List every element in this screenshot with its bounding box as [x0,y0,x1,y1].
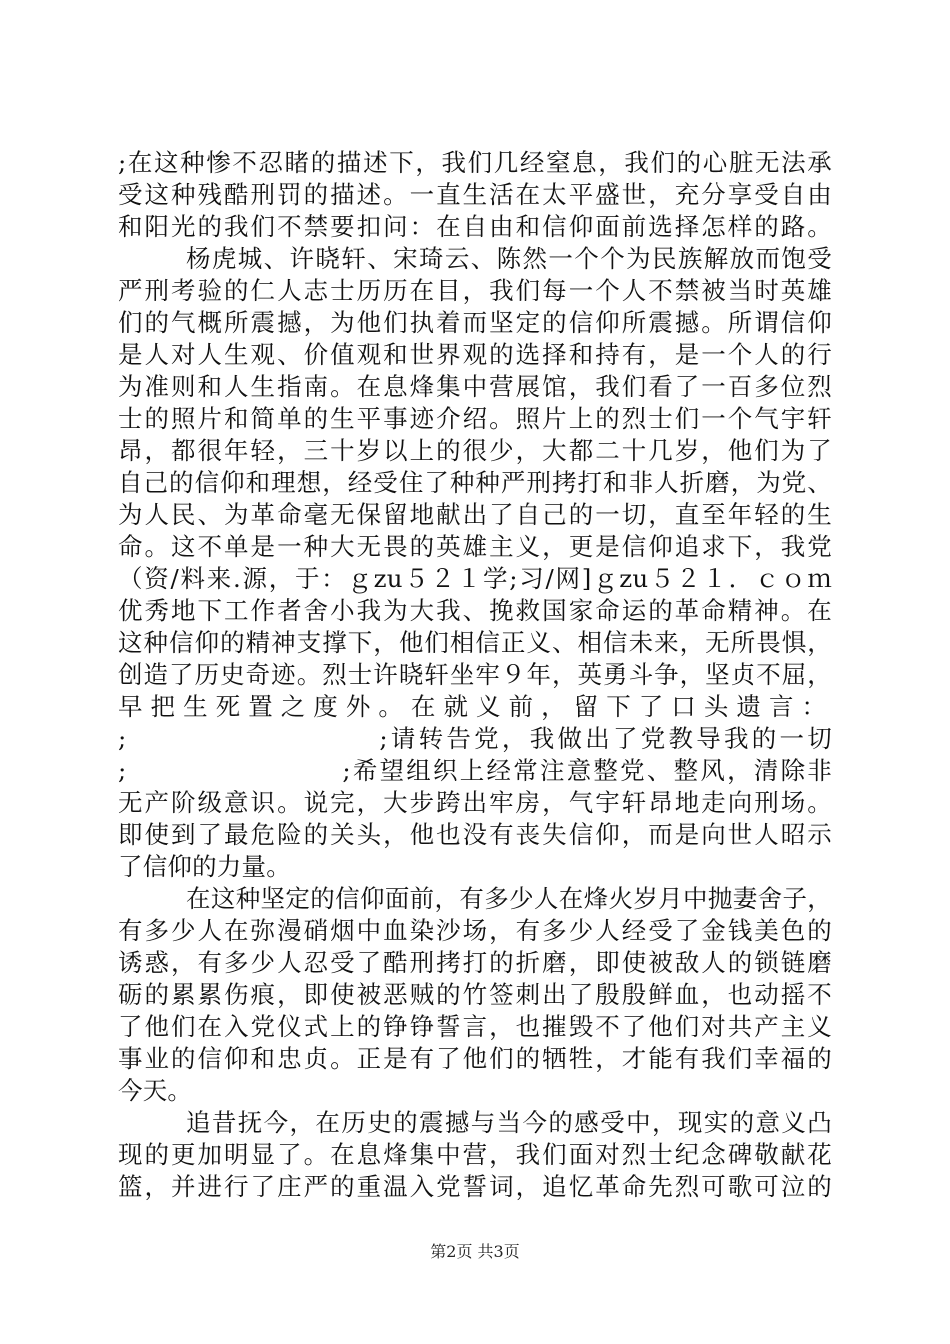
text-line: 和阳光的我们不禁要扣问：在自由和信仰面前选择怎样的路。 [118,212,832,241]
text-line: 创造了历史奇迹。烈士许晓轩坐牢９年，英勇斗争，坚贞不屈， [118,660,832,689]
text-line: 受这种残酷刑罚的描述。一直生活在太平盛世，充分享受自由 [118,180,832,209]
text-line: ; ;希望组织上经常注意整党、整风，清除非 [118,756,832,785]
text-line: 们的气概所震撼，为他们执着而坚定的信仰所震撼。所谓信仰 [118,308,832,337]
paragraph-end-line: 今天。 [118,1076,193,1105]
text-line: 即使到了最危险的关头，他也没有丧失信仰，而是向世人昭示 [118,820,832,849]
text-line: 了他们在入党仪式上的铮铮誓言，也摧毁不了他们对共产主义 [118,1012,832,1041]
paragraph-start-line: 追昔抚今，在历史的震撼与当今的感受中，现实的意义凸 [186,1108,832,1137]
text-line: ;在这种惨不忍睹的描述下，我们几经窒息，我们的心脏无法承 [118,148,832,177]
text-line: 篮，并进行了庄严的重温入党誓词，追忆革命先烈可歌可泣的 [118,1172,832,1201]
text-line: 自己的信仰和理想，经受住了种种严刑拷打和非人折磨，为党、 [118,468,832,497]
text-line: 为人民、为革命毫无保留地献出了自己的一切，直至年轻的生 [118,500,832,529]
text-line: 严刑考验的仁人志士历历在目，我们每一个人不禁被当时英雄 [118,276,832,305]
text-line: 昂，都很年轻，三十岁以上的很少，大都二十几岁，他们为了 [118,436,832,465]
text-line: 砺的累累伤痕，即使被恶贼的竹签刺出了殷殷鲜血，也动摇不 [118,980,832,1009]
paragraph-start-line: 在这种坚定的信仰面前，有多少人在烽火岁月中抛妻舍子， [186,884,832,913]
text-line: 优秀地下工作者舍小我为大我、挽救国家命运的革命精神。在 [118,596,832,625]
text-line: 士的照片和简单的生平事迹介绍。照片上的烈士们一个气宇轩 [118,404,832,433]
text-line: 是人对人生观、价值观和世界观的选择和持有，是一个人的行 [118,340,832,369]
paragraph-end-line: 了信仰的力量。 [118,852,291,881]
text-line: 命。这不单是一种大无畏的英雄主义，更是信仰追求下，我党 [118,532,832,561]
text-line: ; ;请转告党，我做出了党教导我的一切 [118,724,832,753]
text-line: 无产阶级意识。说完，大步跨出牢房，气宇轩昂地走向刑场。 [118,788,832,817]
page-number-footer: 第2页 共3页 [430,1242,520,1261]
source-watermark-line: （资/料来.源，于：ｇzu５２１学;习/网]ｇzu５２１．ｃｏｍ [118,564,832,593]
text-line: 为准则和人生指南。在息烽集中营展馆，我们看了一百多位烈 [118,372,832,401]
text-line: 现的更加明显了。在息烽集中营，我们面对烈士纪念碑敬献花 [118,1140,832,1169]
text-line: 事业的信仰和忠贞。正是有了他们的牺牲，才能有我们幸福的 [118,1044,832,1073]
text-line: 诱惑，有多少人忍受了酷刑拷打的折磨，即使被敌人的锁链磨 [118,948,832,977]
text-line: 这种信仰的精神支撑下，他们相信正义、相信未来，无所畏惧， [118,628,832,657]
text-line: 早把生死置之度外。在就义前，留下了口头遗言： [118,692,832,721]
paragraph-start-line: 杨虎城、许晓轩、宋琦云、陈然一个个为民族解放而饱受 [186,244,832,273]
text-line: 有多少人在弥漫硝烟中血染沙场，有多少人经受了金钱美色的 [118,916,832,945]
